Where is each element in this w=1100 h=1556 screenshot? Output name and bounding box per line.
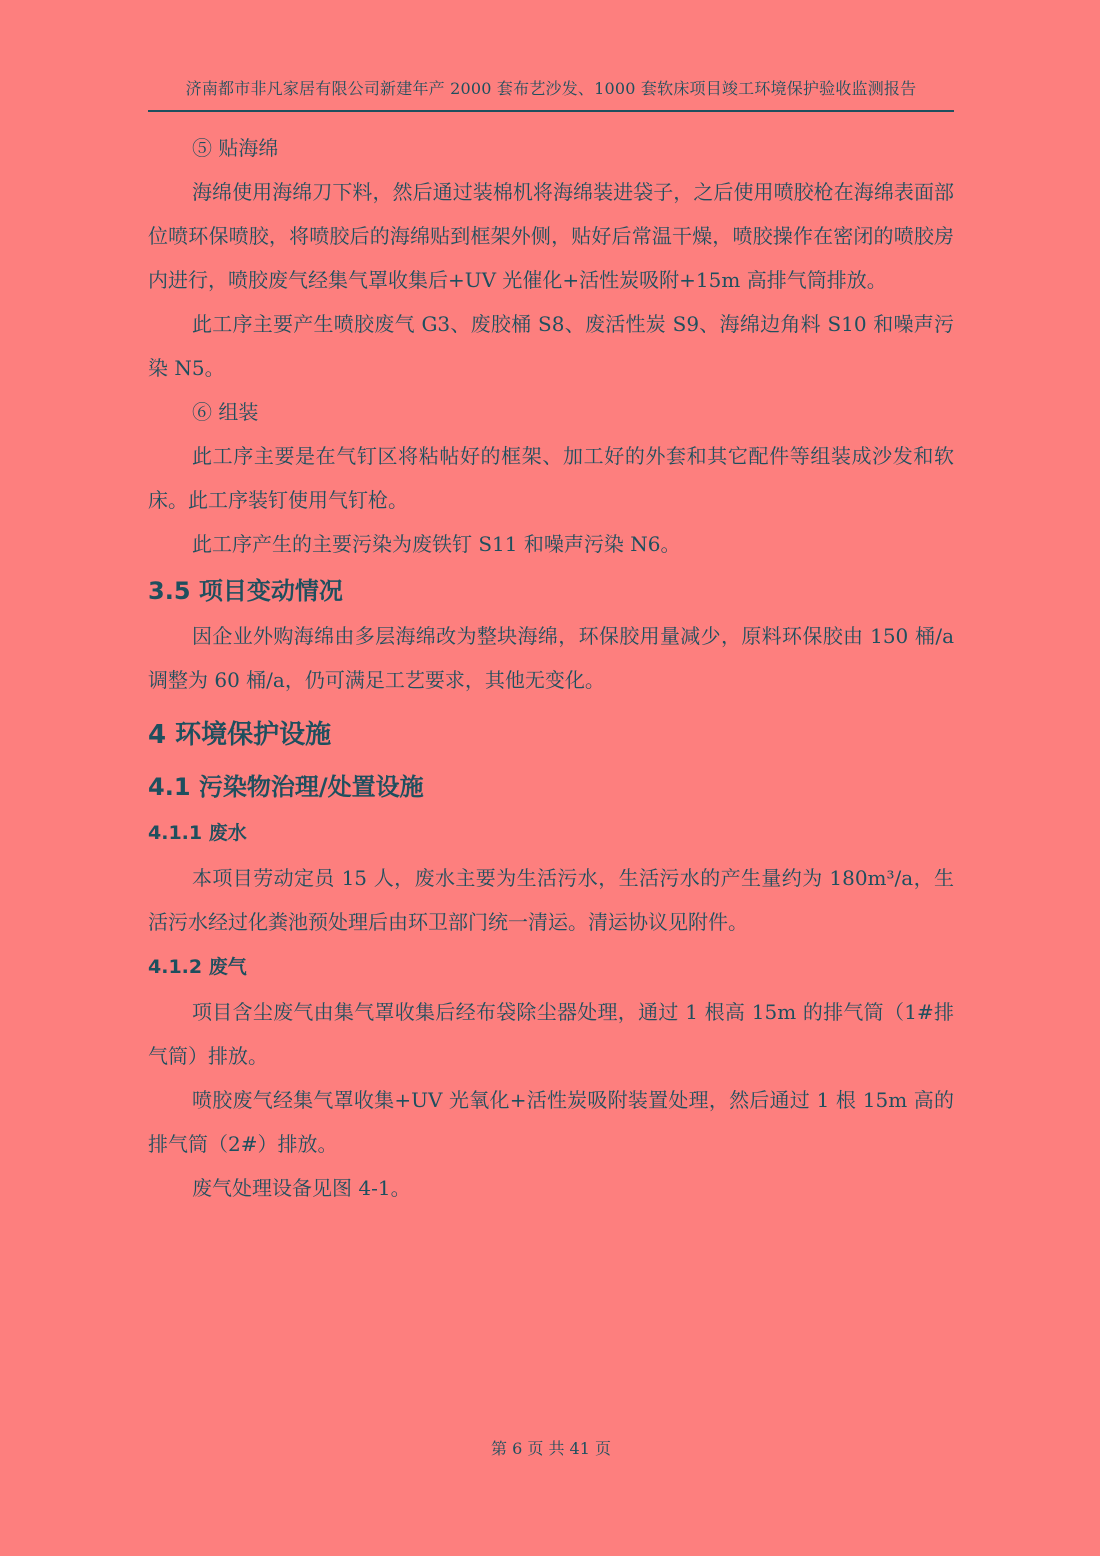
report-header-title: 济南都市非凡家居有限公司新建年产 2000 套布艺沙发、1000 套软床项目竣工环境保护验收监测报告	[185, 79, 917, 98]
step-5-paragraph-2: 此工序主要产生喷胶废气 G3、废胶桶 S8、废活性炭 S9、海绵边角料 S10 和噪声污染 N5。	[148, 312, 954, 380]
section-3-5-paragraph: 因企业外购海绵由多层海绵改为整块海绵，环保胶用量减少，原料环保胶由 150 桶/a 调整为 60 桶/a，仍可满足工艺要求，其他无变化。	[148, 624, 954, 692]
page-number: 第 6 页 共 41 页	[491, 1439, 611, 1458]
section-4-1-2-paragraph-1: 项目含尘废气由集气罩收集后经布袋除尘器处理，通过 1 根高 15m 的排气筒（1#排气筒）排放。	[148, 1000, 954, 1068]
section-4-1-title: 4.1 污染物治理/处置设施	[148, 773, 424, 801]
step-5-heading: ⑤ 贴海绵	[192, 136, 279, 160]
section-4-1-2-title: 4.1.2 废气	[148, 956, 247, 978]
step-6-paragraph-1: 此工序主要是在气钉区将粘帖好的框架、加工好的外套和其它配件等组装成沙发和软床。此工序装钉使用气钉枪。	[148, 444, 954, 512]
section-4-1-1-paragraph: 本项目劳动定员 15 人，废水主要为生活污水，生活污水的产生量约为 180m³/a，生活污水经过化粪池预处理后由环卫部门统一清运。清运协议见附件。	[148, 866, 954, 934]
header-divider	[148, 110, 954, 112]
section-4-1-1-title: 4.1.1 废水	[148, 822, 247, 844]
page-body	[148, 126, 954, 1210]
section-4-1-2-paragraph-3: 废气处理设备见图 4-1。	[192, 1176, 411, 1200]
step-6-paragraph-2: 此工序产生的主要污染为废铁钉 S11 和噪声污染 N6。	[192, 532, 681, 556]
step-5-paragraph-1: 海绵使用海绵刀下料，然后通过装棉机将海绵装进袋子，之后使用喷胶枪在海绵表面部位喷环保喷胶，将喷胶后的海绵贴到框架外侧，贴好后常温干燥，喷胶操作在密闭的喷胶房内进行，喷胶废气经集气罩收集后+UV 光催化+活性炭吸附+15m 高排气筒排放。	[148, 180, 954, 292]
section-3-5-title: 3.5 项目变动情况	[148, 577, 343, 605]
section-4-1-2-paragraph-2: 喷胶废气经集气罩收集+UV 光氧化+活性炭吸附装置处理，然后通过 1 根 15m 高的排气筒（2#）排放。	[148, 1088, 954, 1156]
step-6-heading: ⑥ 组装	[192, 400, 259, 424]
chapter-4-title: 4 环境保护设施	[148, 720, 332, 750]
